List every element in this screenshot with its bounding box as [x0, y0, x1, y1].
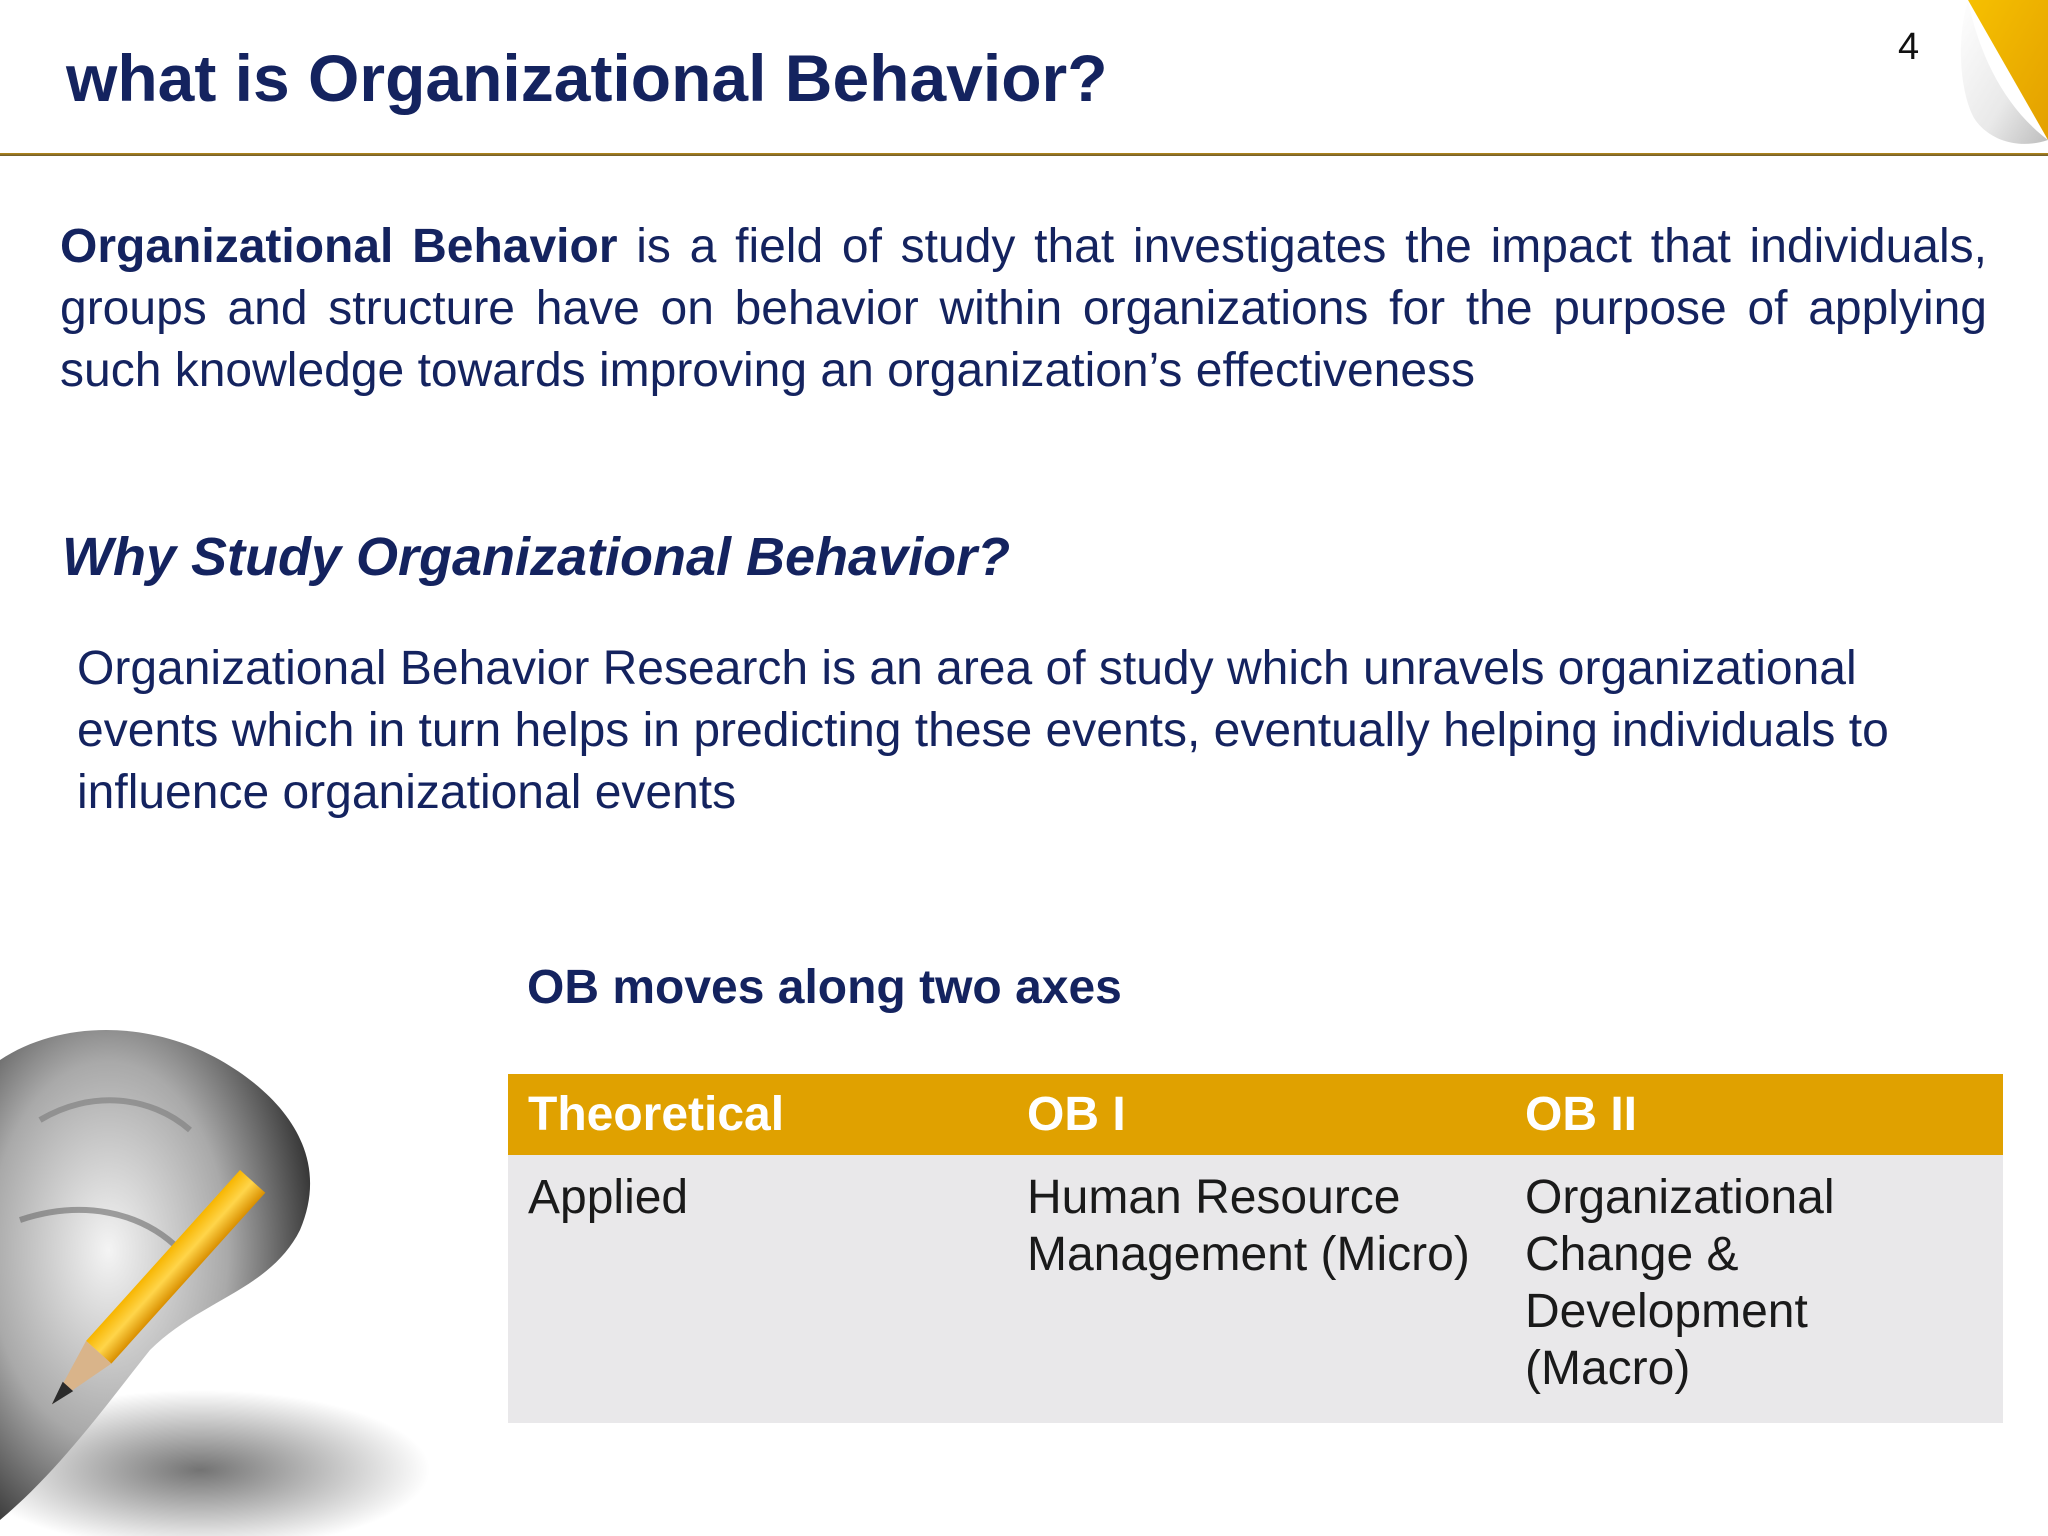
definition-term: Organizational Behavior: [60, 220, 618, 273]
definition-paragraph: [60, 216, 1987, 402]
hand-with-pencil-icon: [0, 1000, 520, 1536]
why-study-heading: Why Study Organizational Behavior?: [62, 527, 1011, 587]
table-header-cell: OB I: [1007, 1074, 1505, 1155]
why-study-paragraph: Organizational Behavior Research is an area of study which unravels organizational events which in turn helps in predicting these events, eventually helping individuals to influence organizational events: [77, 642, 1889, 819]
title-divider: [0, 153, 2048, 156]
page-curl-icon: [1908, 0, 2048, 150]
page-number: 4: [1898, 26, 1920, 68]
table-row: [508, 1155, 2003, 1423]
table-header-cell: Theoretical: [508, 1074, 1007, 1155]
slide-title: what is Organizational Behavior?: [66, 41, 1108, 115]
axes-table: [508, 1074, 2003, 1423]
table-cell: Applied: [508, 1155, 1007, 1423]
table-header-row: [508, 1074, 2003, 1155]
axes-heading: OB moves along two axes: [527, 961, 1122, 1014]
table-header-cell: OB II: [1505, 1074, 2003, 1155]
table-cell: Human Resource Management (Micro): [1007, 1155, 1505, 1423]
definition-text: is a field of study that investigates the impact that individuals, groups and structure have on behavior within organizations for the purpose of applying such knowledge towards improving an organization’s effectiveness: [60, 220, 1987, 397]
table-cell: Organizational Change & Development (Macro): [1505, 1155, 2003, 1423]
